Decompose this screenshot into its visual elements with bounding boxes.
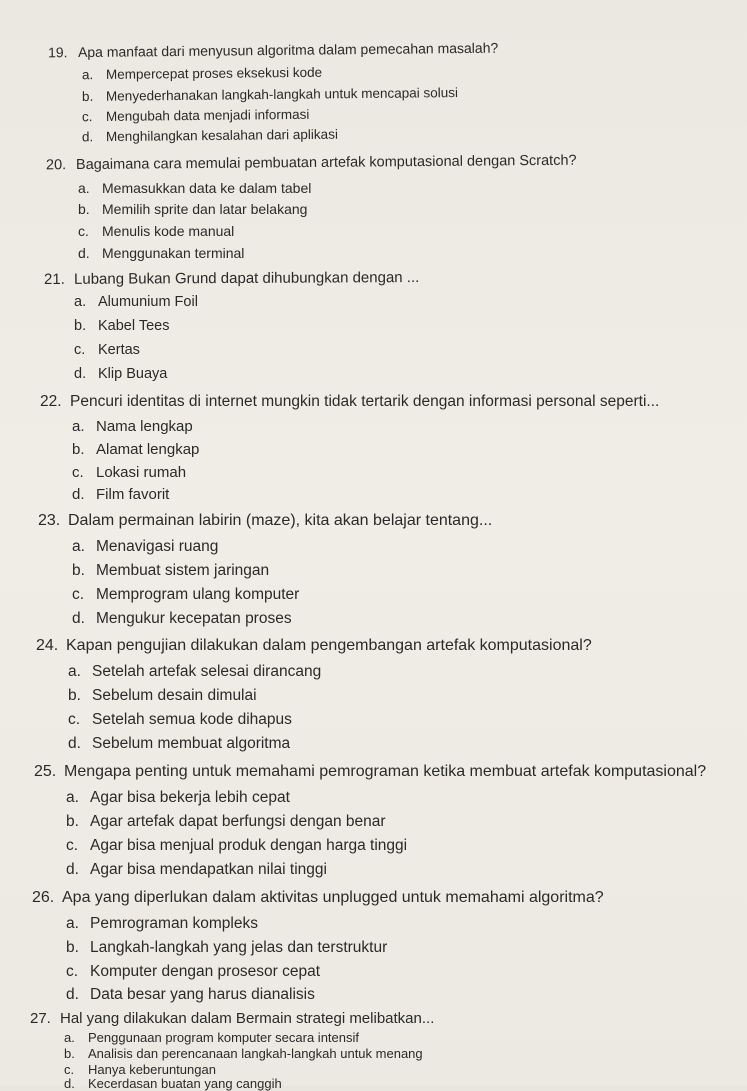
question-text: Lubang Bukan Grund dapat dihubungkan dengan ...: [73, 269, 420, 288]
question-text: Apa yang diperlukan dalam aktivitas unplugged untuk memahami algoritma?: [62, 889, 604, 906]
question-20: [46, 153, 577, 174]
question-number: 26.: [32, 889, 55, 906]
option-21a: a. Alumunium Foil: [74, 294, 198, 310]
option-22c: c. Lokasi rumah: [72, 464, 187, 481]
option-22b: b. Alamat lengkap: [72, 441, 200, 458]
question-number: 24.: [36, 637, 59, 654]
question-text: Kapan pengujian dilakukan dalam pengembangan artefak komputasional?: [66, 637, 592, 654]
option-25c: c. Agar bisa menjual produk dengan harga tinggi: [66, 837, 408, 854]
option-24b: b. Sebelum desain dimulai: [68, 687, 257, 704]
question-number: 27.: [30, 1010, 51, 1027]
option-25d: d. Agar bisa mendapatkan nilai tinggi: [66, 861, 327, 878]
question-number: 22.: [40, 393, 62, 410]
question-text: Apa manfaat dari menyusun algoritma dalam pemecahan masalah?: [77, 39, 499, 61]
question-number: 20.: [45, 157, 67, 174]
option-23d: d. Mengukur kecepatan proses: [72, 610, 292, 627]
option-22a: a. Nama lengkap: [72, 418, 193, 435]
option-26d: d. Data besar yang harus dianalisis: [66, 986, 315, 1003]
option-22d: d. Film favorit: [72, 486, 170, 503]
option-21d: d. Klip Buaya: [74, 366, 168, 382]
question-23: [38, 512, 492, 530]
option-23a: a. Menavigasi ruang: [72, 538, 219, 555]
option-20c: c. Menulis kode manual: [78, 223, 235, 239]
option-27d: d. Kecerdasan buatan yang canggih: [64, 1076, 282, 1091]
option-21c: c. Kertas: [74, 342, 140, 358]
option-20a: a. Memasukkan data ke dalam tabel: [78, 180, 312, 196]
question-24: [36, 637, 592, 655]
option-24d: d. Sebelum membuat algoritma: [68, 735, 291, 752]
question-text: Bagaimana cara memulai pembuatan artefak komputasional dengan Scratch?: [75, 152, 577, 174]
option-19c: c. Mengubah data menjadi informasi: [81, 106, 310, 125]
option-19b: b. Menyederhanakan langkah-langkah untuk mencapai solusi: [81, 85, 459, 104]
question-text: Hal yang dilakukan dalam Bermain strategi melibatkan...: [60, 1010, 435, 1027]
option-21b: b. Kabel Tees: [74, 318, 170, 334]
question-number: 19.: [47, 44, 68, 61]
question-19: [48, 40, 498, 61]
question-22: [40, 393, 659, 411]
question-number: 21.: [43, 270, 65, 288]
option-25b: b. Agar artefak dapat berfungsi dengan benar: [66, 813, 386, 830]
option-23c: c. Memprogram ulang komputer: [72, 586, 300, 603]
question-26: [32, 889, 604, 907]
option-27b: b. Analisis dan perencanaan langkah-langkah untuk menang: [64, 1046, 423, 1061]
question-25: [34, 763, 706, 781]
option-27a: a. Penggunaan program komputer secara intensif: [64, 1030, 359, 1045]
option-23b: b. Membuat sistem jaringan: [72, 562, 270, 579]
question-text: Dalam permainan labirin (maze), kita akan belajar tentang...: [68, 512, 493, 529]
option-27c: c. Hanya keberuntungan: [64, 1062, 216, 1077]
option-19a: a. Mempercepat proses eksekusi kode: [81, 64, 323, 83]
option-25a: a. Agar bisa bekerja lebih cepat: [66, 789, 290, 806]
question-21: [44, 269, 419, 288]
option-20d: d. Menggunakan terminal: [78, 245, 245, 261]
option-24a: a. Setelah artefak selesai dirancang: [68, 663, 322, 680]
question-text: Pencuri identitas di internet mungkin tidak tertarik dengan informasi personal seperti...: [70, 393, 660, 410]
option-20b: b. Memilih sprite dan latar belakang: [78, 201, 308, 217]
question-text: Mengapa penting untuk memahami pemrograman ketika membuat artefak komputasional?: [64, 763, 707, 780]
option-26a: a. Pemrograman kompleks: [66, 915, 258, 932]
option-26b: b. Langkah-langkah yang jelas dan terstruktur: [66, 939, 388, 956]
option-26c: c. Komputer dengan prosesor cepat: [66, 963, 321, 980]
question-27: [30, 1010, 434, 1027]
option-24c: c. Setelah semua kode dihapus: [68, 711, 292, 728]
question-number: 23.: [38, 512, 61, 529]
option-19d: d. Menghilangkan kesalahan dari aplikasi: [81, 126, 338, 145]
question-number: 25.: [34, 763, 57, 780]
